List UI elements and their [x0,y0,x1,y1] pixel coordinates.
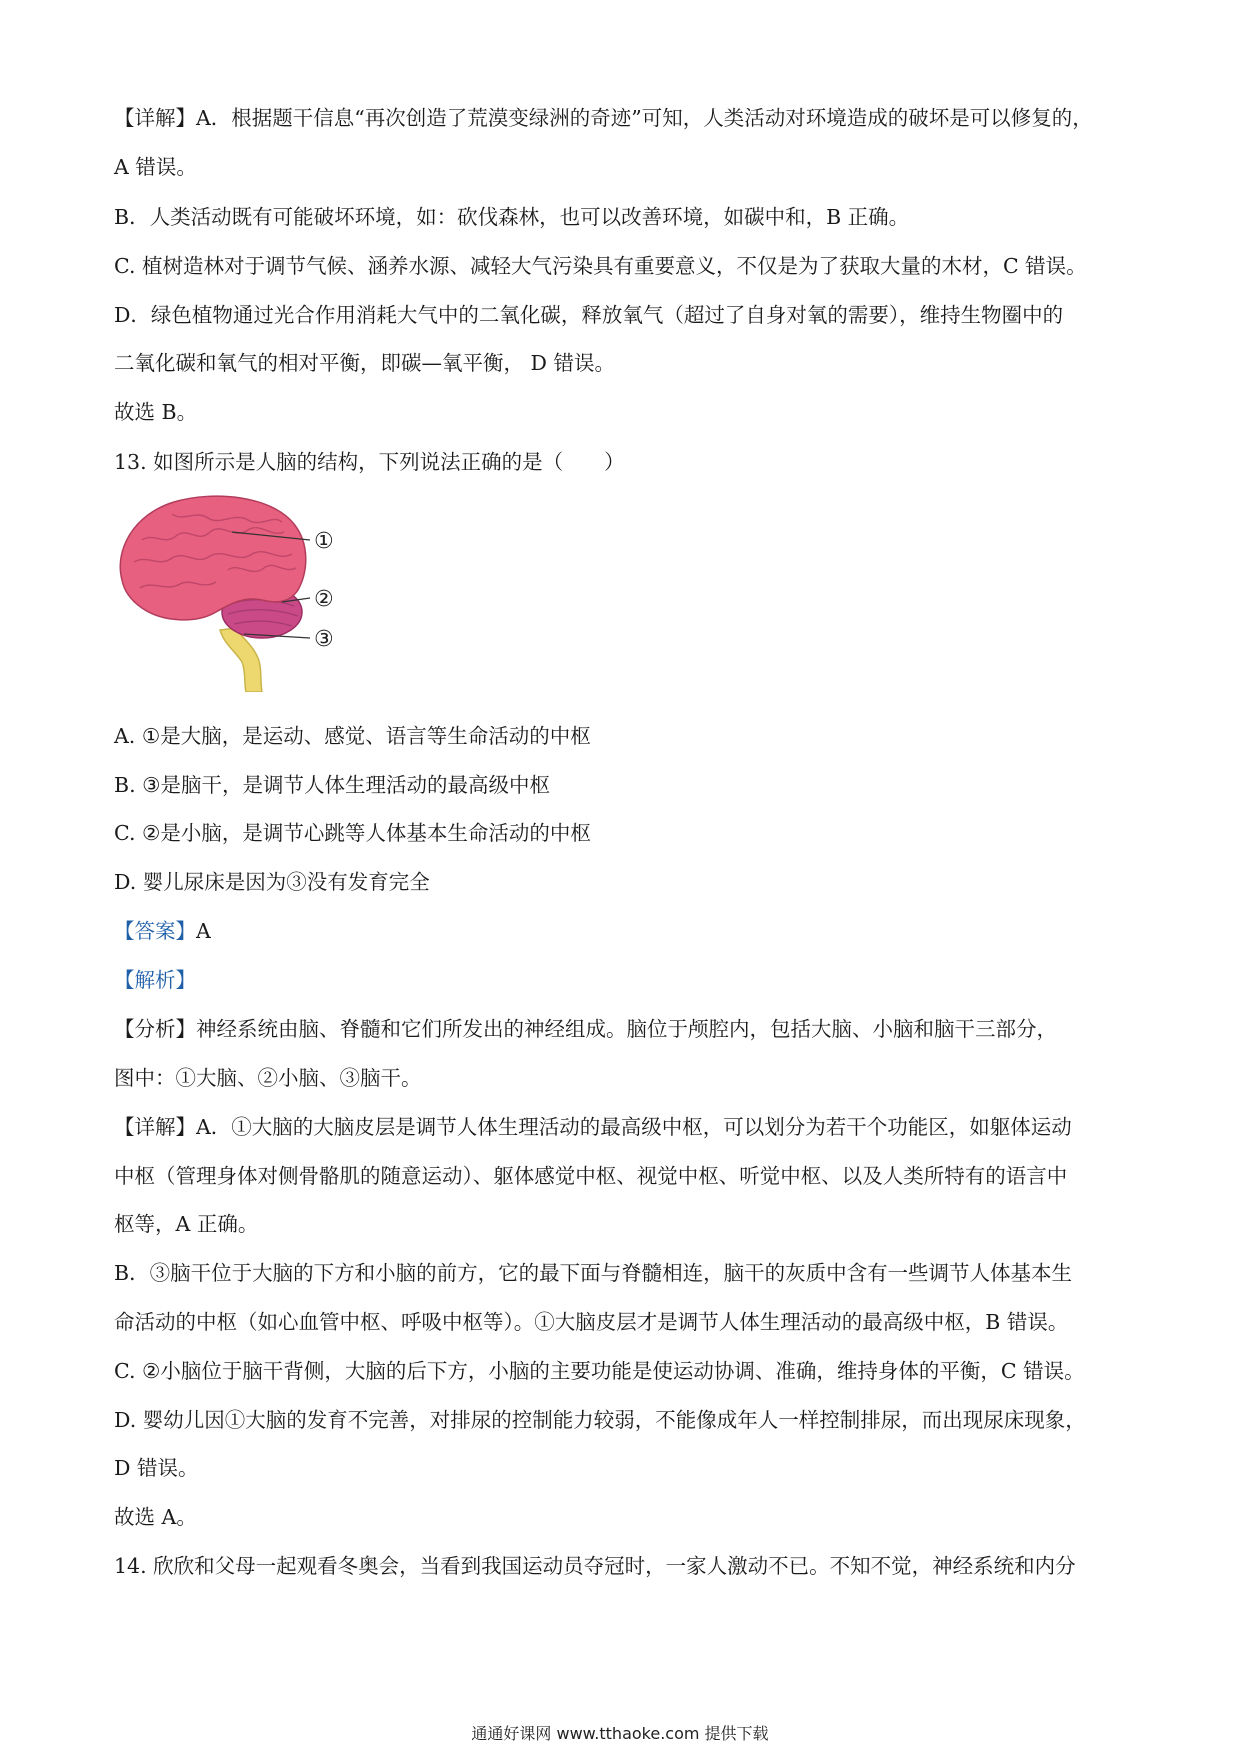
question-13-stem: 13. 如图所示是人脑的结构，下列说法正确的是（ ） [114,450,625,474]
option-a: A. ①是大脑，是运动、感觉、语言等生命活动的中枢 [114,724,591,748]
analysis-line: C. ②小脑位于脑干背侧，大脑的后下方，小脑的主要功能是使运动协调、准确，维持身体的平衡，C 错误。 [114,1359,1085,1383]
analysis-line: 图中：①大脑、②小脑、③脑干。 [114,1066,422,1090]
analysis-line: 故选 A。 [114,1505,197,1529]
option-d: D. 婴儿尿床是因为③没有发育完全 [114,870,430,894]
answer-tag: 【答案】 [114,919,196,943]
analysis-line: 命活动的中枢（如心血管中枢、呼吸中枢等）。①大脑皮层才是调节人体生理活动的最高级中枢，B 错误。 [114,1310,1069,1334]
question-14-stem: 14. 欣欣和父母一起观看冬奥会，当看到我国运动员夺冠时，一家人激动不已。不知不觉，神经系统和内分 [114,1554,1076,1578]
figure-label-2: ② [314,587,334,612]
analysis-line: 【详解】A．①大脑的大脑皮层是调节人体生理活动的最高级中枢，可以划分为若干个功能区，如躯体运动 [114,1115,1072,1139]
analysis-tag: 【解析】 [114,968,196,992]
answer-value: A [196,919,211,943]
analysis-line: B．③脑干位于大脑的下方和小脑的前方，它的最下面与脊髓相连，脑干的灰质中含有一些调节人体基本生 [114,1261,1073,1285]
analysis-line: D. 婴幼儿因①大脑的发育不完善，对排尿的控制能力较弱，不能像成年人一样控制排尿，而出现尿床现象， [114,1408,1086,1432]
analysis-line: D 错误。 [114,1456,199,1480]
cerebrum-shape [120,496,306,620]
text-line: D．绿色植物通过光合作用消耗大气中的二氧化碳，释放氧气（超过了自身对氧的需要），维持生物圈中的 [114,303,1064,327]
figure-label-3: ③ [314,627,334,652]
text-line: A 错误。 [114,155,197,179]
text-line: 故选 B。 [114,400,198,424]
text-line: 【详解】A．根据题干信息“再次创造了荒漠变绿洲的奇迹”可知，人类活动对环境造成的破坏是可以修复的， [114,106,1093,130]
figure-label-1: ① [314,529,334,554]
text-line: C. 植树造林对于调节气候、涵养水源、减轻大气污染具有重要意义，不仅是为了获取大量的木材，C 错误。 [114,254,1087,278]
brain-diagram [112,492,392,692]
text-line: B．人类活动既有可能破坏环境，如：砍伐森林，也可以改善环境，如碳中和，B 正确。 [114,205,910,229]
analysis-line: 【分析】神经系统由脑、脊髓和它们所发出的神经组成。脑位于颅腔内，包括大脑、小脑和脑干三部分， [114,1017,1057,1041]
analysis-line: 枢等，A 正确。 [114,1212,259,1236]
page-footer: 通通好课网 www.tthaoke.com 提供下载 [471,1724,769,1743]
text-line: 二氧化碳和氧气的相对平衡，即碳—氧平衡， D 错误。 [114,351,615,375]
option-b: B. ③是脑干，是调节人体生理活动的最高级中枢 [114,773,550,797]
option-c: C. ②是小脑，是调节心跳等人体基本生命活动的中枢 [114,821,591,845]
analysis-line: 中枢（管理身体对侧骨骼肌的随意运动）、躯体感觉中枢、视觉中枢、听觉中枢、以及人类所特有的语言中 [114,1164,1068,1188]
answer-line [114,917,1130,945]
